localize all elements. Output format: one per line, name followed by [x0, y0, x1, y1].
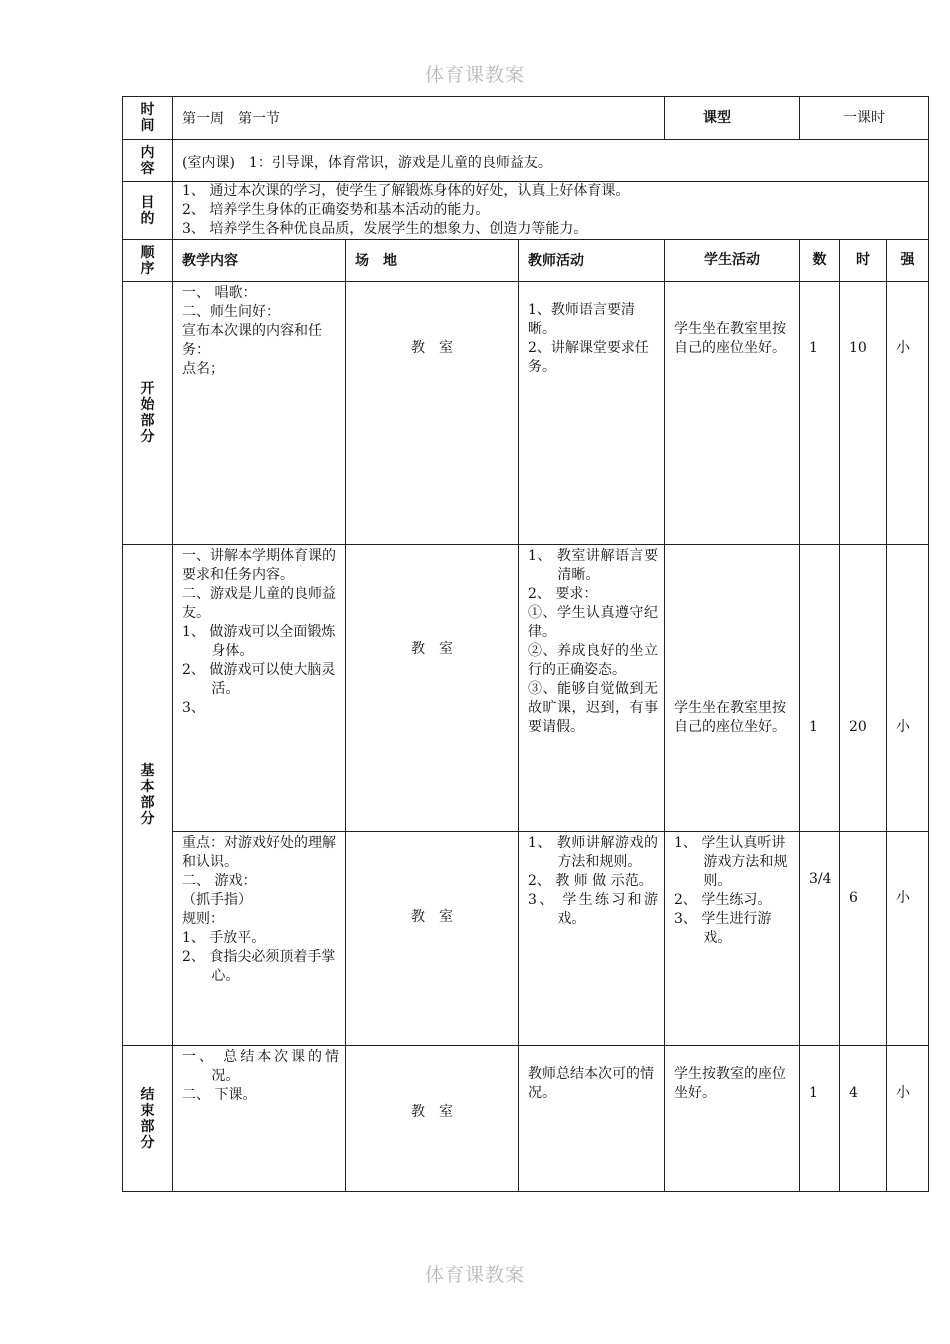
end-teacher: 教师总结本次可的情况。 — [519, 1046, 665, 1192]
game-student: 1、 学生认真听讲游戏方法和规则。 2、 学生练习。 3、 学生进行游戏。 — [665, 832, 800, 1046]
start-time: 10 — [840, 282, 887, 545]
end-content: 一、 总结本次课的情况。 二、 下课。 — [173, 1046, 346, 1192]
goal-item: 3、 培养学生各种优良品质，发展学生的想象力、创造力等能力。 — [182, 221, 588, 237]
time-row — [123, 97, 929, 140]
end-count: 1 — [800, 1046, 840, 1192]
basic-student: 学生坐在教室里按自己的座位坐好。 — [665, 545, 800, 832]
basic-section-label: 基 本 部 分 — [123, 545, 173, 1046]
game-time: 6 — [840, 832, 887, 1046]
content-label: 内 容 — [123, 140, 173, 182]
game-venue: 教 室 — [346, 832, 519, 1046]
content-row — [123, 140, 929, 182]
goal-item: 2、 培养学生身体的正确姿势和基本活动的能力。 — [182, 202, 490, 218]
time-header: 时 — [840, 240, 887, 282]
goals-row — [123, 182, 929, 240]
basic-content: 一、讲解本学期体育课的要求和任务内容。 二、游戏是儿童的良师益友。 1、 做游戏可以全面锻炼身体。 2、 做游戏可以使大脑灵活。 3、 — [173, 545, 346, 832]
goals-label: 目 的 — [123, 182, 173, 240]
basic-section-row — [123, 545, 929, 832]
content-header: 教学内容 — [173, 240, 346, 282]
basic-intensity: 小 — [887, 545, 929, 832]
lesson-plan-table — [122, 96, 929, 1192]
start-section-label: 开 始 部 分 — [123, 282, 173, 545]
end-section-row — [123, 1046, 929, 1192]
start-teacher: 1、教师语言要清晰。 2、讲解课堂要求任务。 — [519, 282, 665, 545]
end-student: 学生按教室的座位坐好。 — [665, 1046, 800, 1192]
start-section-row — [123, 282, 929, 545]
page-header-title: 体育课教案 — [424, 64, 525, 86]
game-teacher: 1、 教师讲解游戏的方法和规则。 2、 教 师 做 示范。 3、 学生练习和游戏。 — [519, 832, 665, 1046]
start-content: 一、 唱歌： 二、师生问好： 宣布本次课的内容和任务： 点名； — [173, 282, 346, 545]
basic-teacher: 1、 教室讲解语言要清晰。 2、 要求： ①、学生认真遵守纪律。 ②、养成良好的坐立行的正确姿态。 ③、能够自觉做到无故旷课，迟到，有事要请假。 — [519, 545, 665, 832]
lesson-type-value: 一课时 — [800, 97, 929, 140]
column-header-row — [123, 240, 929, 282]
game-content: 重点：对游戏好处的理解和认识。 二、 游戏： （抓手指） 规则： 1、 手放平。 2、 食指尖必须顶着手掌心。 — [173, 832, 346, 1046]
end-venue: 教 室 — [346, 1046, 519, 1192]
count-header: 数 — [800, 240, 840, 282]
goals-list — [173, 182, 929, 240]
start-venue: 教 室 — [346, 282, 519, 545]
game-count: 3/4 — [800, 832, 840, 1046]
basic-time: 20 — [840, 545, 887, 832]
goal-item: 1、 通过本次课的学习，使学生了解锻炼身体的好处，认真上好体育课。 — [182, 183, 630, 199]
lesson-type-label: 课型 — [665, 97, 800, 140]
end-section-label: 结 束 部 分 — [123, 1046, 173, 1192]
teacher-header: 教师活动 — [519, 240, 665, 282]
end-intensity: 小 — [887, 1046, 929, 1192]
time-label: 时 间 — [123, 97, 173, 140]
end-time: 4 — [840, 1046, 887, 1192]
game-intensity: 小 — [887, 832, 929, 1046]
order-header: 顺 序 — [123, 240, 173, 282]
student-header: 学生活动 — [665, 240, 800, 282]
time-value: 第一周 第一节 — [173, 97, 665, 140]
basic-venue: 教 室 — [346, 545, 519, 832]
intensity-header: 强 — [887, 240, 929, 282]
content-value: (室内课) 1：引导课，体育常识，游戏是儿童的良师益友。 — [173, 140, 929, 182]
venue-header: 场 地 — [346, 240, 519, 282]
basic-game-row — [123, 832, 929, 1046]
start-count: 1 — [800, 282, 840, 545]
page-footer-title: 体育课教案 — [424, 1264, 525, 1286]
basic-count: 1 — [800, 545, 840, 832]
start-intensity: 小 — [887, 282, 929, 545]
start-student: 学生坐在教室里按自己的座位坐好。 — [665, 282, 800, 545]
